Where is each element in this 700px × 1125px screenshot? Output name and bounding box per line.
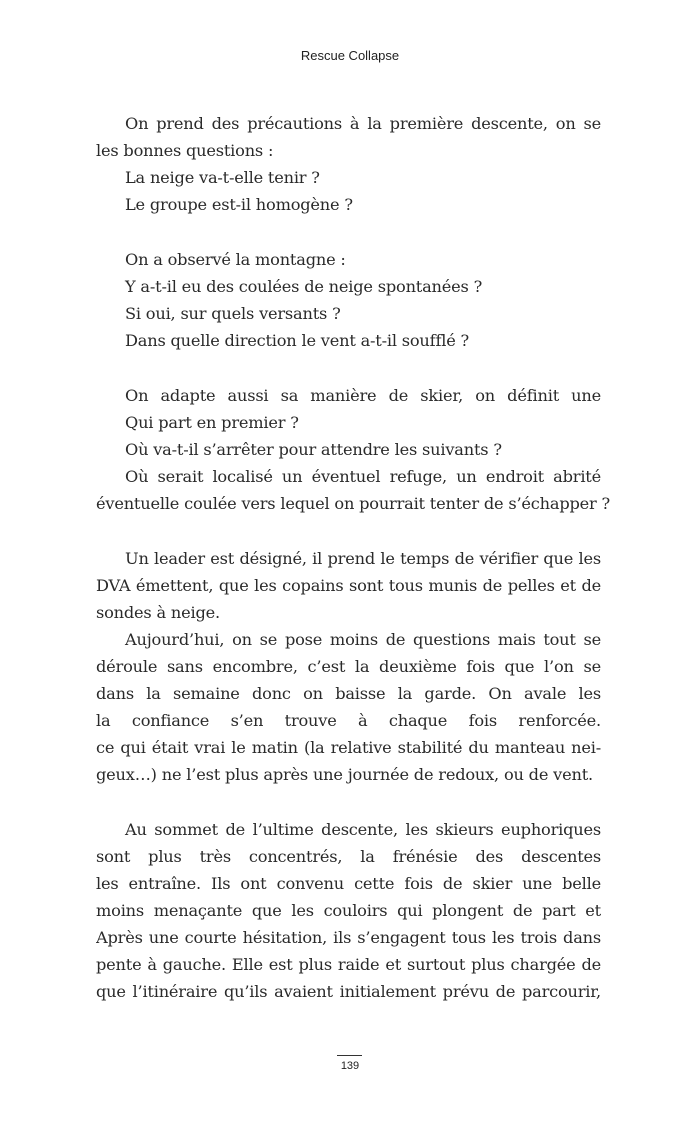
text-line: geux…) ne l’est plus après une journée de redoux, ou de vent. xyxy=(96,765,593,784)
text-line: Si oui, sur quels versants ? xyxy=(125,304,341,323)
paragraph xyxy=(96,246,601,354)
text-line: On a observé la montagne : xyxy=(125,250,346,269)
paragraph xyxy=(96,816,601,1005)
text-line: dans la semaine donc on baisse la garde. On avale les xyxy=(96,684,601,703)
text-line: Au sommet de l’ultime descente, les skieurs euphoriques xyxy=(125,820,601,839)
text-line: Dans quelle direction le vent a-t-il soufflé ? xyxy=(125,331,470,350)
text-line: Qui part en premier ? xyxy=(125,413,299,432)
text-line: ce qui était vrai le matin (la relative stabilité du manteau nei- xyxy=(96,738,601,757)
text-line: Après une courte hésitation, ils s’engagent tous les trois dans xyxy=(96,928,601,947)
running-header: Rescue Collapse xyxy=(300,48,400,63)
text-line: Où serait localisé un éventuel refuge, un endroit abrité xyxy=(125,467,601,486)
page-number-rule xyxy=(337,1055,362,1056)
text-line: éventuelle coulée vers lequel on pourrait tenter de s’échapper ? xyxy=(96,494,611,513)
text-line: On adapte aussi sa manière de skier, on définit une xyxy=(125,386,601,405)
text-line: Y a-t-il eu des coulées de neige spontanées ? xyxy=(125,277,483,296)
text-line: les bonnes questions : xyxy=(96,141,274,160)
text-line: les entraîne. Ils ont convenu cette fois de skier une belle xyxy=(96,874,601,893)
text-line: Un leader est désigné, il prend le temps de vérifier que les xyxy=(125,549,601,568)
text-line: pente à gauche. Elle est plus raide et surtout plus chargée de xyxy=(96,955,601,974)
text-line: sondes à neige. xyxy=(96,603,220,622)
paragraph xyxy=(96,382,611,517)
text-line: que l’itinéraire qu’ils avaient initialement prévu de parcourir, xyxy=(96,982,601,1001)
text-line: Le groupe est-il homogène ? xyxy=(125,195,353,214)
paragraph-gap xyxy=(96,517,601,545)
paragraph-gap xyxy=(96,788,601,816)
text-line: la confiance s’en trouve à chaque fois renforcée. xyxy=(96,711,601,730)
body-text xyxy=(96,110,611,1005)
page-number: 139 xyxy=(340,1060,360,1072)
text-line: sont plus très concentrés, la frénésie des descentes xyxy=(96,847,601,866)
text-line: déroule sans encombre, c’est la deuxième fois que l’on se xyxy=(96,657,601,676)
text-line: Aujourd’hui, on se pose moins de questions mais tout se xyxy=(125,630,601,649)
paragraph-gap xyxy=(96,354,601,382)
paragraph xyxy=(96,545,601,788)
text-line: On prend des précautions à la première descente, on se xyxy=(125,114,601,133)
text-line: La neige va-t-elle tenir ? xyxy=(125,168,320,187)
text-line: DVA émettent, que les copains sont tous munis de pelles et de xyxy=(96,576,601,595)
text-line: moins menaçante que les couloirs qui plongent de part et xyxy=(96,901,601,920)
text-line: Où va-t-il s’arrêter pour attendre les suivants ? xyxy=(125,440,502,459)
paragraph-gap xyxy=(96,218,601,246)
paragraph xyxy=(96,110,601,218)
